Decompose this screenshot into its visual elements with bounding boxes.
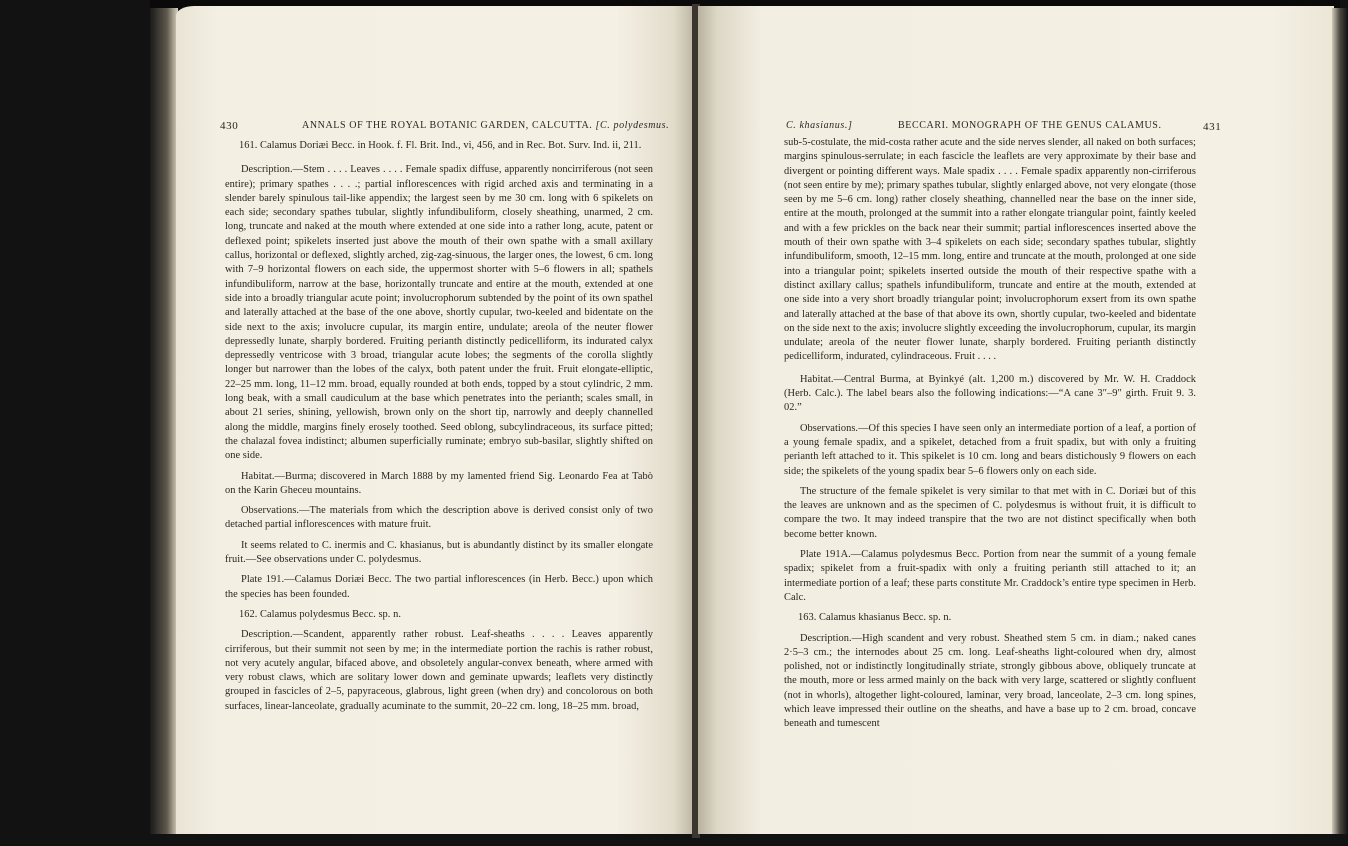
- left-running-head-title: ANNALS OF THE ROYAL BOTANIC GARDEN, CALCUTTA.: [302, 120, 593, 131]
- right-running-head-species: C. khasianus.]: [786, 120, 853, 131]
- right-page-number: 431: [1203, 121, 1222, 133]
- right-page-body: [784, 136, 1196, 738]
- species-162-description: Description.—Scandent, apparently rather robust. Leaf-sheaths . . . . Leaves apparently cirriferous, but their summit not seen by me; in the intermediate portion the rachis is rather robust, not very acutely angular, bifaced above, and obsoletely angular-convex beneath, where armed with very robust claws, which are solitary lower down and geminate upwards; leaflets very distinctly grouped in fascicles of 2–5, papyraceous, glabrous, light green (when dry) and concolorous on both surfaces, linear-lanceolate, gradually acuminate to the summit, 20–22 cm. long, 18–25 mm. broad,: [225, 629, 653, 712]
- species-162-heading: 162. Calamus polydesmus Becc. sp. n.: [239, 608, 401, 620]
- left-page: [176, 6, 694, 834]
- species-161-observations-2: It seems related to C. inermis and C. khasianus, but is abundantly distinct by its smaller elongate fruit.—See observations under C. polydesmus.: [225, 539, 653, 566]
- species-161-heading: 161. Calamus Doriæi Becc. in Hook. f. Fl. Brit. Ind., vi, 456, and in Rec. Bot. Surv. Ind. ii, 211.: [239, 140, 642, 151]
- species-162-observations: Observations.—Of this species I have seen only an intermediate portion of a leaf, a portion of a young female spadix, and a spikelet, detached from a fruit spadix, but with only a fruiting perianth left attached to it. This spikelet is 10 cm. long and bears distichously 9 flowers on each side; the spikelets of the young spadix bear 5–6 flowers only on each side.: [784, 422, 1196, 477]
- left-page-edge: [150, 8, 178, 834]
- right-page: [698, 6, 1334, 834]
- species-162-description-continued: sub-5-costulate, the mid-costa rather acute and the side nerves slender, all naked on both surfaces; margins spinulous-serrulate; in each fascicle the leaflets are very approximate by their base and divergent or pointing different ways. Male spadix . . . . Female spadix apparently non-cirriferous (not seen entire by me); primary spathes tubular, slightly enlarged above, not very elongate (those seen by me 5–6 cm. long) rather closely sheathing, channelled near the base on the inner side, entire at the mouth, prolonged at the summit into a rather elongate triangular point, faintly keeled and with a few prickles on the back near their summit; partial inflorescences inserted above the mouth of their own spathe with 3–4 spikelets on each side; secondary spathes tubular, slightly infundibuliform, smooth, 12–15 mm. long, entire and truncate at the mouth, prolonged at one side into a triangular point; spikelets inserted outside the mouth of their respective spathe with a distinct axillary callus; spathels infundibuliform, truncate and entire at the mouth, extended at one side into a very short broadly triangular point; involucrophorum exsert from its own spathe and laterally attached at the base of that above its own, shortly cupular, two-keeled and bidentate on the side next to the axis; involucre slightly exceeding the involucrophorum, cupular, its margin undulate; areola of the neuter flower lunate, sharply bordered. Fruiting perianth distinctly pedicelliform, indurated, cylindraceous. Fruit . . . .: [784, 137, 1196, 363]
- right-running-head: BECCARI. MONOGRAPH OF THE GENUS CALAMUS.: [898, 120, 1162, 131]
- species-161-plate: Plate 191.—Calamus Doriæi Becc. The two partial inflorescences (in Herb. Becc.) upon which the species has been founded.: [225, 574, 653, 600]
- species-163-heading: 163. Calamus khasianus Becc. sp. n.: [798, 612, 952, 624]
- species-162-observations-2: The structure of the female spikelet is very similar to that met with in C. Doriæi but of this the leaves are unknown and as the specimen of C. polydesmus is without fruit, it is difficult to compare the two. It may indeed transpire that the two are not distinct specifically when both become better known.: [784, 485, 1196, 540]
- right-page-edge: [1332, 8, 1348, 834]
- left-page-body: [225, 139, 653, 720]
- left-page-number: 430: [220, 120, 239, 132]
- species-163-description: Description.—High scandent and very robust. Sheathed stem 5 cm. in diam.; naked canes 2·5–3 cm.; the internodes about 25 cm. long. Leaf-sheaths light-coloured when dry, almost polished, not or indistinctly longitudinally striate, strongly gibbous above, obliquely truncate at the mouth, more or less armed mainly on the back with very large, scattered or slightly confluent (not in whorls), altogether light-coloured, laminar, very broad, lanceolate, 2–3 cm. long spines, which leave impressed their outline on the sheaths, and have a base up to 2 cm. broad, concave beneath and tumescent: [784, 632, 1196, 730]
- species-162-plate: Plate 191A.—Calamus polydesmus Becc. Portion from near the summit of a young female spadix; spikelet from a fruit-spadix with only a fruiting perianth still attached to it; an intermediate portion of a leaf; these parts constitute Mr. Craddock’s entire type specimen in Herb. Calc.: [784, 549, 1196, 603]
- left-running-head-species: [C. polydesmus.: [595, 120, 670, 131]
- species-161-habitat: Habitat.—Burma; discovered in March 1888 by my lamented friend Sig. Leonardo Fea at Tabò on the Karin Gheceu mountains.: [225, 470, 653, 496]
- species-161-observations: Observations.—The materials from which the description above is derived consist only of two detached partial inflorescences with mature fruit.: [225, 505, 653, 531]
- species-161-description: Description.—Stem . . . . Leaves . . . . Female spadix diffuse, apparently noncirriferous (not seen entire); primary spathes . . . .; partial inflorescences with rigid arched axis and terminating in a slender barely spinulous tail-like appendix; the largest seen by me 30 cm. long with 6 spikelets on each side; secondary spathes tubular, slightly infundibuliform, closely sheathing, unarmed, 2 cm. long, truncate and naked at the mouth where extended at one side into a rather long, acute, patent or deflexed point; spikelets inserted just above the mouth of their own spathe with a small axillary callus, horizontal or deflexed, slightly arched, zig-zag-sinuous, the larger ones, the lowest, 6 cm. long with 7–9 horizontal flowers on each side, the uppermost shorter with 5–6 flowers in all; spathels infundibuliform, narrow at the base, horizontally truncate and entire at the mouth, extended at one side into a broadly triangular acute point; involucrophorum subtended by the point of its own spathel and laterally attached at the base of the one above, shortly cupular, two-keeled and bidentate on the side next to the axis; involucre cupular, its margin entire, undulate; areola of the neuter flower depressedly lunate, sharply bordered. Fruiting perianth distinctly pedicelliform, its indurated calyx depressedly ventricose with 3 broad, triangular acute lobes; the segments of the corolla slightly longer but narrower than the lobes of the calyx, both patent under the fruit. Fruit elongate-elliptic, 22–25 mm. long, 11–12 mm. broad, equally rounded at both ends, topped by a stout cylindric, 2 mm. long beak, with a small caudiculum at the base which penetrates into the perianth; scales small, in about 21 series, shining, yellowish, brown only on the short tip, narrowly and deeply channelled along the middle, margins finely erosely toothed. Seed oblong, subcylindraceous, its surface pitted; the chalazal fovea indistinct; albumen superficially ruminate; embryo sub-basilar, slightly shifted on one side.: [225, 164, 653, 462]
- species-162-habitat: Habitat.—Central Burma, at Byinkyé (alt. 1,200 m.) discovered by Mr. W. H. Craddock (Herb. Calc.). The label bears also the following indications:—“A cane 3″–9″ girth. Fruit 9. 3. 02.”: [784, 373, 1196, 414]
- left-running-head: [302, 120, 669, 131]
